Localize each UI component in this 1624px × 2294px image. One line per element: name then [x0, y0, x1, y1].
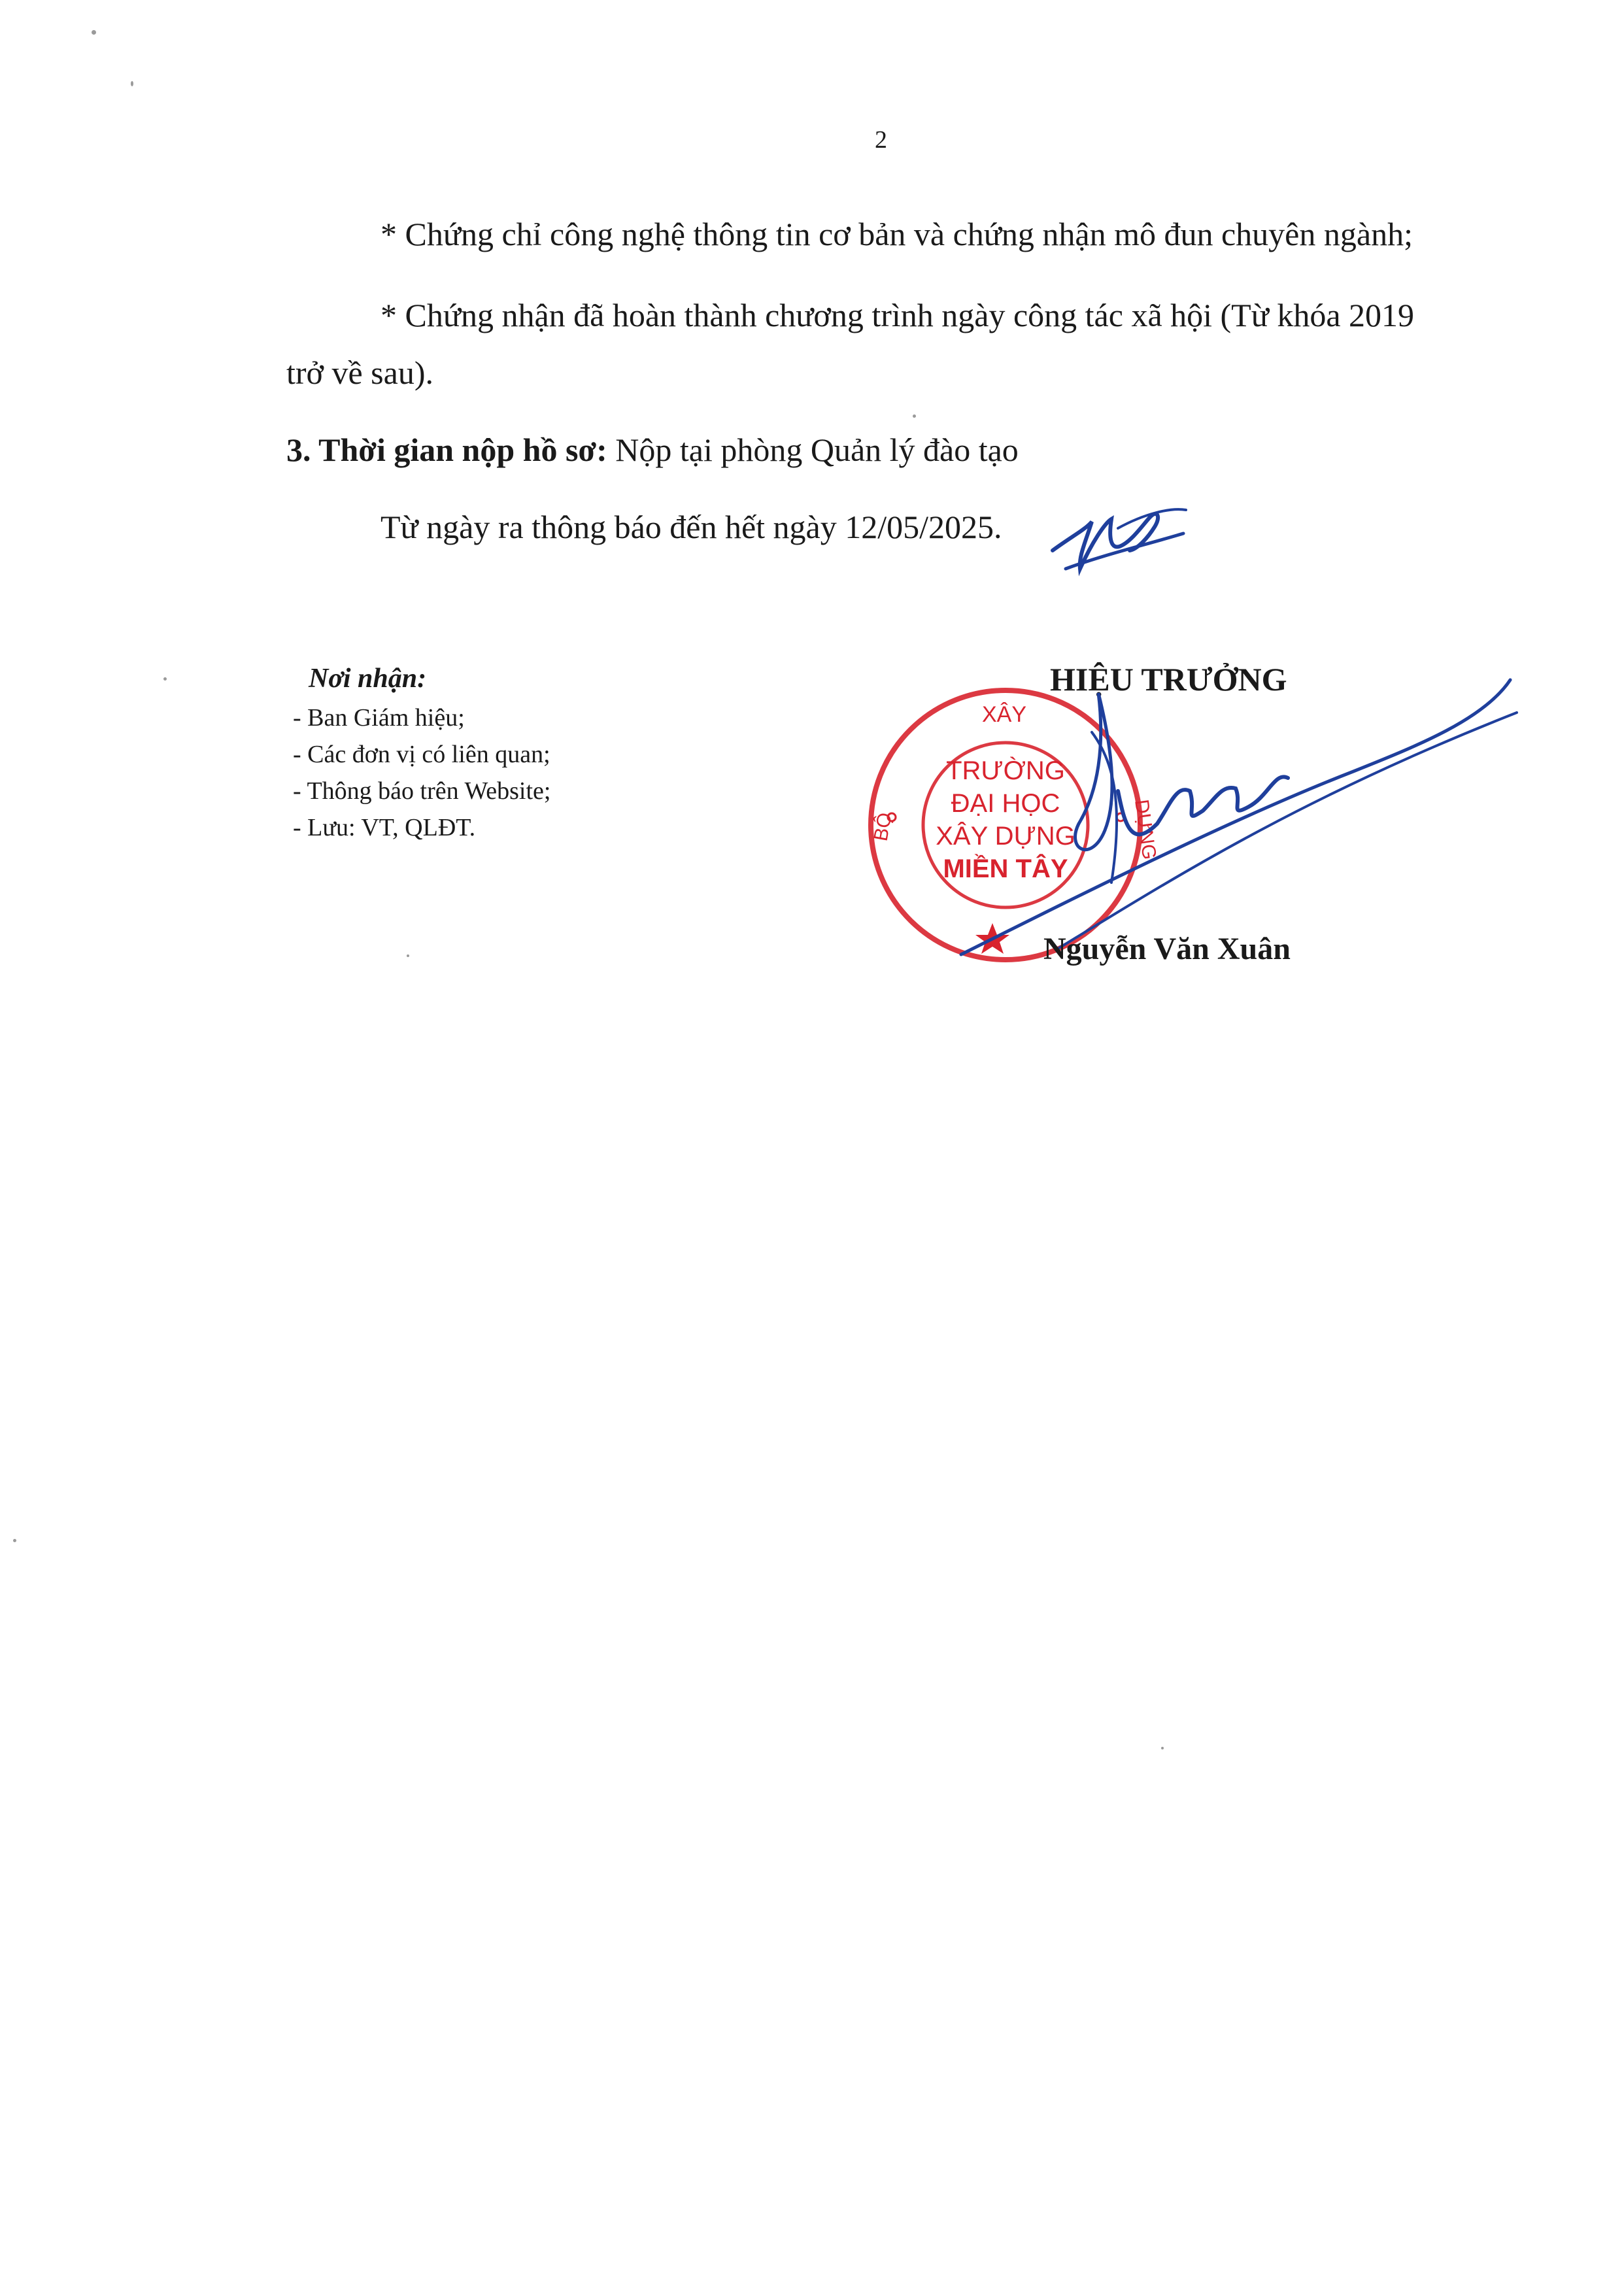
- section-3-text: Nộp tại phòng Quản lý đào tạo: [607, 431, 1019, 468]
- deadline-text: Từ ngày ra thông báo đến hết ngày 12/05/2025.: [381, 509, 1002, 545]
- signer-name: Nguyễn Văn Xuân: [1043, 932, 1291, 966]
- stamp-ring-right: DỰNG: [1130, 798, 1160, 861]
- stamp-ring-top: XÂY: [982, 702, 1027, 727]
- scan-speck: [913, 414, 916, 418]
- recipient-item: - Các đơn vị có liên quan;: [293, 741, 550, 768]
- recipients-block: [293, 660, 550, 846]
- stamp-line-1: TRƯỜNG: [946, 756, 1065, 785]
- scan-speck: [131, 81, 133, 86]
- recipient-item: - Thông báo trên Website;: [293, 777, 551, 805]
- stamp-line-4: MIỀN TÂY: [943, 854, 1068, 883]
- bullet-it-certificate: * Chứng chỉ công nghệ thông tin cơ bản và chứng nhận mô đun chuyên ngành;: [381, 216, 1413, 252]
- signer-title: HIỆU TRƯỞNG: [1050, 661, 1287, 698]
- scan-speck: [407, 954, 409, 957]
- stamp-line-3: XÂY DỰNG: [936, 822, 1075, 851]
- bullet-social-work-line2: trở về sau).: [286, 354, 433, 391]
- scan-speck: [1161, 1747, 1164, 1749]
- scan-speck: [13, 1539, 16, 1542]
- page-number: 2: [875, 126, 887, 154]
- scan-speck: [163, 677, 167, 681]
- stamp-ring-left: BỘ: [870, 811, 896, 843]
- recipient-item: - Lưu: VT, QLĐT.: [293, 814, 476, 841]
- recipient-item: - Ban Giám hiệu;: [293, 704, 465, 732]
- stamp-line-2: ĐẠI HỌC: [951, 789, 1060, 818]
- principal-signature-icon: [961, 667, 1523, 974]
- initials-signature-icon: [1046, 490, 1196, 582]
- section-3: [286, 430, 1019, 469]
- section-3-heading: 3. Thời gian nộp hồ sơ:: [286, 431, 607, 468]
- scan-speck: [92, 30, 96, 35]
- bullet-social-work-line1: * Chứng nhận đã hoàn thành chương trình ngày công tác xã hội (Từ khóa 2019: [381, 297, 1415, 333]
- recipients-title: Nơi nhận:: [309, 664, 427, 694]
